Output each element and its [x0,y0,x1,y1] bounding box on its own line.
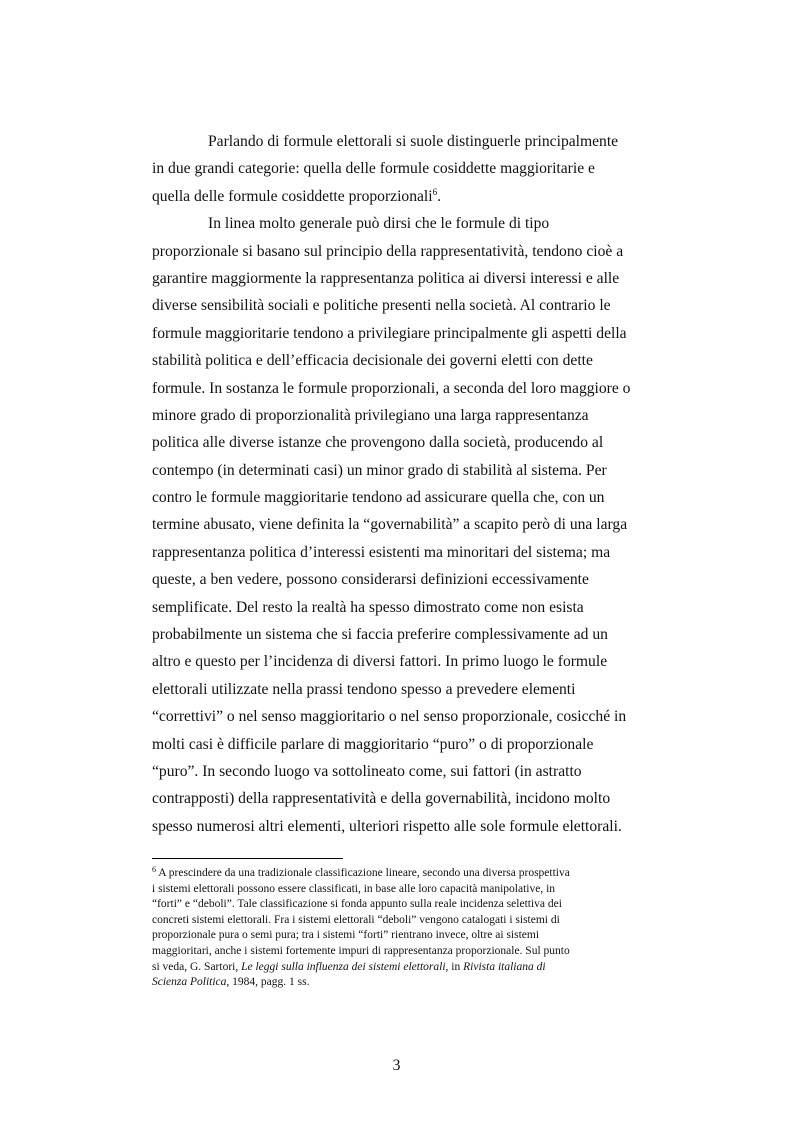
paragraph-1-line-1: Parlando di formule elettorali si suole distinguerle principalmente [208,133,619,150]
paragraph-2-line: formule. In sostanza le formule proporzionali, a seconda del loro maggiore o [152,379,631,397]
paragraph-2-line: molti casi è difficile parlare di maggioritario “puro” o di proporzionale [152,735,594,753]
paragraph-2-line: contrapposti) della rappresentatività e della governabilità, incidono molto [152,790,611,808]
paragraph-2-line: queste, a ben vedere, possono considerarsi definizioni eccessivamente [152,571,589,589]
paragraph-2-line: rappresentanza politica d’interessi esistenti ma minoritari del sistema; ma [152,543,611,561]
paragraph-2-line: semplificate. Del resto la realtà ha spesso dimostrato come non esista [152,598,584,616]
footnote-line-5: proporzionale pura o semi pura; tra i sistemi “forti” rientrano invece, oltre ai sistemi [152,929,540,942]
paragraph-2-line: “puro”. In secondo luogo va sottolineato come, sui fattori (in astratto [152,762,582,780]
footnote-citation-journal: Rivista italiana di [463,960,546,973]
paragraph-2-line: probabilmente un sistema che si faccia preferire complessivamente ad un [152,626,608,644]
footnote-line-2: i sistemi elettorali possono essere classificati, in base alle loro capacità manipolative, in [152,882,556,895]
paragraph-2-line: contro le formule maggioritarie tendono ad assicurare quella che, con un [152,489,605,507]
footnote-citation-journal-end: Scienza Politica [152,976,227,989]
paragraph-2-line: elettorali utilizzate nella prassi tendono spesso a prevedere elementi [152,680,576,698]
footnote-citation-year-pages: , 1984, pagg. 1 ss. [226,976,310,989]
footnote-line-6: maggioritari, anche i sistemi fortemente impuri di rappresentanza proporzionale. Sul punto [152,944,570,957]
footnote-line-8 [152,975,643,991]
paragraph-2-line: formule maggioritarie tendono a privilegiare principalmente gli aspetti della [152,324,627,342]
paragraph-2-line: altro e questo per l’incidenza di diversi fattori. In primo luogo le formule [152,653,608,671]
paragraph-2-line: spesso numerosi altri elementi, ulteriori rispetto alle sole formule elettorali. [152,817,622,835]
paragraph-1-line-3-text: quella delle formule cosiddette proporzionali [152,187,433,205]
footnote [152,866,643,991]
paragraph-1-line-3 [152,183,643,210]
paragraph-2-line: diverse sensibilità sociali e politiche presenti nella società. Al contrario le [152,297,611,315]
footnote-reference[interactable]: 6 [432,186,438,197]
footnote-number: 6 [152,866,156,874]
body-text [152,128,643,840]
paragraph-2-line-1: In linea molto generale può dirsi che le formule di tipo [208,215,550,233]
paragraph-1-end: . [437,187,441,205]
paragraph-2-line: politica alle diverse istanze che provengono dalla società, producendo al [152,434,604,452]
paragraph-2-line: garantire maggiormente la rappresentanza politica ai diversi interessi e alle [152,269,620,287]
footnote-citation-author: si veda, G. Sartori, [152,960,242,973]
paragraph-2-line: stabilità politica e dell’efficacia decisionale dei governi eletti con dette [152,352,593,370]
paragraph-2-line: contempo (in determinati casi) un minor grado di stabilità al sistema. Per [152,461,607,479]
footnote-line-7 [152,960,643,976]
footnote-line-4: concreti sistemi elettorali. Fra i sistemi elettorali “deboli” vengono catalogati i sistemi di [152,913,560,926]
footnote-citation-title: Le leggi sulla influenza dei sistemi elettorali [241,960,446,973]
footnote-line-1 [152,866,643,882]
footnote-line-3: “forti” e “deboli”. Tale classificazione si fonda appunto sulla reale incidenza selettiva dei [152,898,562,911]
paragraph-2-line: minore grado di proporzionalità privilegiano una larga rappresentanza [152,406,589,424]
paragraph-2-line: “correttivi” o nel senso maggioritario o nel senso proporzionale, cosicché in [152,708,627,726]
paragraph-2-line: termine abusato, viene definita la “governabilità” a scapito però di una larga [152,516,628,534]
page-number: 3 [392,1057,401,1074]
paragraph-2-line: proporzionale si basano sul principio della rappresentatività, tendono cioè a [152,242,624,260]
footnote-separator [152,858,343,859]
footnote-citation-in: , in [445,960,464,973]
paragraph-1-line-2: in due grandi categorie: quella delle formule cosiddette maggioritarie e [152,160,595,178]
footnote-line-1-text: A prescindere da una tradizionale classificazione lineare, secondo una diversa prospettiva [158,867,570,879]
